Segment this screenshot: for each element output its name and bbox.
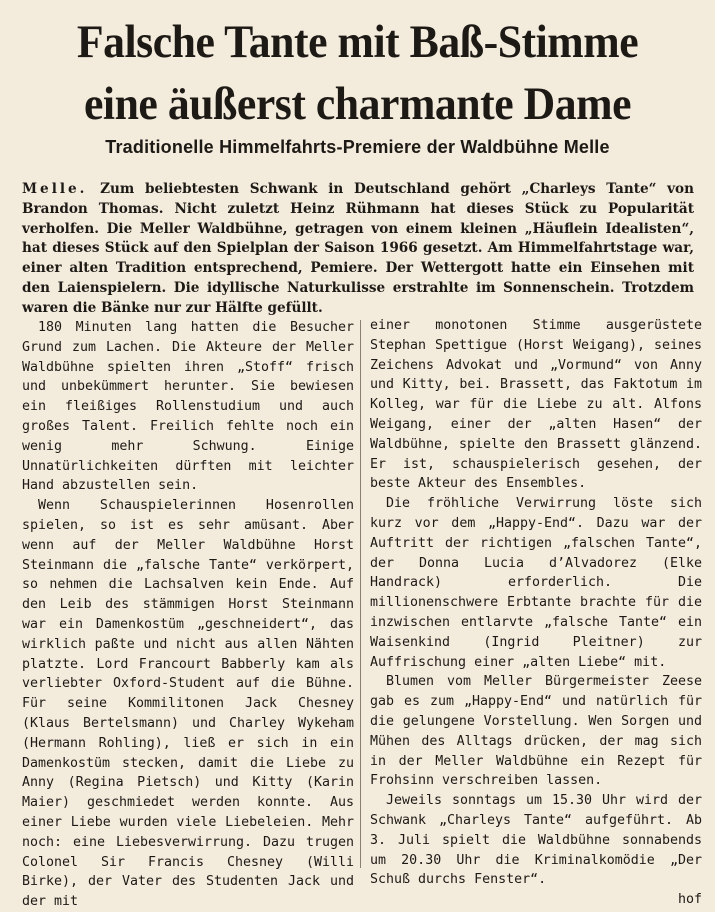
article-column-left — [22, 318, 354, 912]
paragraph: Die fröhliche Verwirrung löste sich kurz vor dem „Happy-End“. Dazu war der Auftritt der richtigen „falschen Tante“, der Donna Lucia d’Alvadorez (Elke Handrack) erforderlich. Die millionenschwere Erbtante brachte für die inzwischen entlarvte „falsche Tante“ ein Waisenkind (Ingrid Pleitner) zur Auffrischung einer „alten Liebe“ mit. — [370, 496, 702, 670]
paragraph: einer monotonen Stimme ausgerüstete Stephan Spettigue (Horst Weigang), seines Zeichens Advokat und „Vormund“ von Anny und Kitty, bei. Brassett, das Faktotum im Kolleg, war für die Liebe zu alt. Alfons Weigang, einer der „alten Hasen“ der Waldbühne, spielte den Brassett glänzend. Er ist, schauspielerisch gesehen, der beste Akteur des Ensembles. — [370, 318, 702, 492]
paragraph: Blumen vom Meller Bürgermeister Zeese gab es zum „Happy-End“ und natürlich für die gelungene Vorstellung. Wen Sorgen und Mühen des Alltags drücken, der mag sich in der Meller Waldbühne ein Rezept für Frohsinn verschreiben lassen. — [370, 674, 702, 789]
author-signature: hof — [677, 892, 702, 908]
column-divider — [360, 320, 361, 868]
subheadline: Traditionelle Himmelfahrts-Premiere der Waldbühne Melle — [105, 137, 610, 157]
headline-line-1: Falsche Tante mit Baß-Stimme — [76, 16, 639, 68]
article-column-right — [370, 316, 702, 910]
headline-line-2: eine äußerst charmante Dame — [83, 78, 632, 130]
dateline: Melle. — [22, 181, 88, 197]
paragraph: 180 Minuten lang hatten die Besucher Grund zum Lachen. Die Akteure der Meller Waldbühne spielten ihren „Stoff“ frisch und unbekümmert herunter. Sie bewiesen ein fleißiges Rollenstudium und auch großes Talent. Freilich fehlte noch ein wenig mehr Schwung. Einige Unnatürlichkeiten dürften mit leichter Hand abzustellen sein. — [22, 320, 354, 494]
paragraph: Wenn Schauspielerinnen Hosenrollen spielen, so ist es sehr amüsant. Aber wenn auf der Meller Waldbühne Horst Steinmann die „falsche Tante“ verkörpert, so nehmen die Lachsalven kein Ende. Auf den Leib des stämmigen Horst Steinmann war ein Damenkostüm „geschneidert“, das wirklich paßte und nicht aus allen Nähten platzte. Lord Francourt Babberly kam als verliebter Oxford-Student auf die Bühne. Für seine Kommilitonen Jack Chesney (Klaus Bertelsmann) und Charley Wykeham (Hermann Rohling), ließ er sich in ein Damenkostüm stecken, damit die Liebe zu Anny (Regina Pietsch) und Kitty (Karin Maier) geschmiedet werden konnte. Aus einer Liebe wurden viele Liebeleien. Mehr noch: eine Liebesverwirrung. Dazu trugen Colonel Sir Francis Chesney (Willi Birke), der Vater des Studenten Jack und der mit — [22, 498, 354, 910]
lead-text: Zum beliebtesten Schwank in Deutschland gehört „Charleys Tante“ von Brandon Thomas. Nicht zuletzt Heinz Rühmann hat dieses Stück zu Popularität verholfen. Die Meller Waldbühne, getragen von einem kleinen „Häuflein Idealisten“, hat dieses Stück auf den Spielplan der Saison 1966 gesetzt. Am Himmelfahrtstage war, einer alten Tradition entsprechend, Pemiere. Der Wettergott hatte ein Einsehen mit den Laienspielern. Die idyllische Naturkulisse erstrahlte im Sonnenschein. Trotzdem waren die Bänke nur zur Hälfte gefüllt. — [22, 181, 694, 316]
paragraph: Jeweils sonntags um 15.30 Uhr wird der Schwank „Charleys Tante“ aufgeführt. Ab 3. Juli spielt die Waldbühne sonnabends um 20.30 Uhr die Kriminalkomödie „Der Schuß durchs Fenster“. — [370, 793, 702, 888]
lead-paragraph — [22, 180, 694, 319]
